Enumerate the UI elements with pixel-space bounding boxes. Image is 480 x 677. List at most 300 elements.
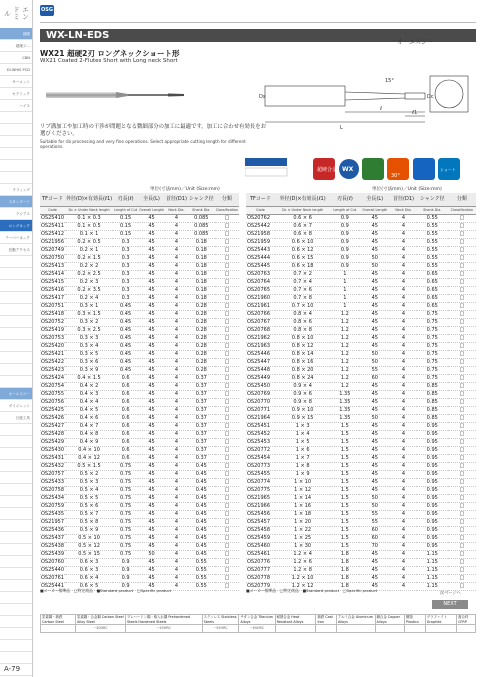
- table-cell: 0.7 × 4: [275, 278, 331, 286]
- table-cell: 4: [390, 526, 416, 534]
- table-cell: 4: [165, 278, 188, 286]
- table-row: [40, 310, 239, 318]
- table-row: [246, 294, 476, 302]
- table-cell: □: [215, 286, 239, 294]
- table-cell: 1.2: [330, 334, 359, 342]
- table-cell: 0.37: [188, 454, 215, 462]
- sidebar-item[interactable]: [0, 328, 32, 340]
- table-row: [246, 414, 476, 422]
- table-cell: 0.9: [330, 254, 359, 262]
- table-cell: 0.75: [417, 366, 448, 374]
- sidebar-item[interactable]: [0, 172, 32, 184]
- product-code: OS25442: [246, 222, 275, 230]
- table-cell: 45: [359, 470, 390, 478]
- sidebar-item[interactable]: CBN: [0, 52, 32, 64]
- table-cell: 1.5: [330, 486, 359, 494]
- table-cell: □: [448, 326, 476, 334]
- table-cell: 50: [359, 358, 390, 366]
- column-header: シャンク径: [188, 193, 215, 206]
- product-code: OS20750: [41, 254, 65, 261]
- table-cell: 1.2 × 6: [275, 558, 331, 566]
- table-row: [246, 558, 476, 566]
- sidebar-item[interactable]: 超硬ジ...: [0, 40, 32, 52]
- material-hardness: [375, 625, 404, 633]
- table-cell: □: [448, 422, 476, 430]
- product-code: OS25414: [41, 270, 65, 277]
- table-cell: 45: [138, 278, 165, 286]
- table-cell: □: [448, 318, 476, 326]
- table-cell: □: [215, 214, 239, 222]
- table-cell: 1.2 × 10: [275, 574, 331, 582]
- table-cell: 1 × 14: [275, 494, 331, 502]
- product-code: OS25431: [41, 454, 65, 461]
- sidebar-item[interactable]: [0, 532, 32, 544]
- table-cell: 45: [138, 518, 165, 526]
- unit-left: 単位(寸法mm)／Unit (Size:mm): [150, 187, 220, 192]
- table-row: [246, 270, 476, 278]
- table-cell: 0.5 × 10: [65, 534, 113, 542]
- table-cell: 1.8: [330, 550, 359, 558]
- table-cell: 0.3 × 1: [65, 302, 113, 310]
- badge-wx: WX: [342, 166, 354, 173]
- table-cell: □: [215, 566, 239, 574]
- table-cell: 0.7 × 6: [275, 286, 331, 294]
- table-row: [246, 542, 476, 550]
- table-cell: 0.6 × 15: [275, 254, 331, 262]
- table-cell: 1.2: [330, 382, 359, 390]
- table-cell: 0.9 × 4: [275, 382, 331, 390]
- table-cell: 0.5 × 6: [65, 502, 113, 510]
- table-cell: 45: [359, 462, 390, 470]
- table-cell: 0.9: [330, 246, 359, 254]
- table-cell: □: [448, 470, 476, 478]
- sidebar-item[interactable]: [0, 568, 32, 580]
- table-cell: 0.95: [417, 494, 448, 502]
- table-cell: 70: [359, 542, 390, 550]
- table-cell: 45: [359, 398, 390, 406]
- sidebar-item[interactable]: [0, 112, 32, 124]
- sidebar-item[interactable]: 超硬: [0, 28, 32, 40]
- tool-photo: [44, 74, 194, 114]
- table-cell: 0.5 × 2: [65, 470, 113, 478]
- table-cell: 1.5: [330, 510, 359, 518]
- table-row: [246, 478, 476, 486]
- product-code: OS20761: [41, 574, 65, 581]
- table-cell: 4: [390, 478, 416, 486]
- table-cell: 45: [138, 534, 165, 542]
- product-code: OS20779: [246, 582, 275, 590]
- table-cell: 0.4 × 4: [65, 398, 113, 406]
- sidebar-item[interactable]: セラミック: [0, 88, 32, 100]
- table-cell: 1.5: [330, 526, 359, 534]
- table-cell: 0.55: [417, 246, 448, 254]
- table-cell: 1.15: [417, 566, 448, 574]
- sidebar-item[interactable]: [0, 652, 32, 664]
- table-cell: 0.2 × 1.5: [65, 254, 113, 262]
- sidebar-item[interactable]: サーメット: [0, 76, 32, 88]
- table-cell: 4: [165, 302, 188, 310]
- table-cell: □: [215, 310, 239, 318]
- product-code: OS21960: [246, 294, 275, 302]
- table-cell: 4: [165, 542, 188, 550]
- table-cell: □: [215, 494, 239, 502]
- sidebar-item[interactable]: [0, 292, 32, 304]
- sidebar-item[interactable]: [0, 520, 32, 532]
- sidebar-item[interactable]: [0, 604, 32, 616]
- table-cell: 45: [359, 438, 390, 446]
- table-cell: 45: [138, 358, 165, 366]
- table-cell: 1 × 22: [275, 526, 331, 534]
- table-cell: 0.6 × 3: [65, 558, 113, 566]
- table-cell: □: [448, 278, 476, 286]
- product-code: OS20749: [41, 246, 65, 253]
- material-cell: 樹脂 Plastics: [405, 615, 426, 625]
- column-header: 首径(D1): [165, 193, 188, 206]
- table-cell: 0.55: [417, 214, 448, 222]
- table-cell: 4: [390, 470, 416, 478]
- table-cell: 0.3: [113, 286, 138, 294]
- table-row: [40, 486, 239, 494]
- table-cell: 1: [330, 286, 359, 294]
- product-code: OS20760: [41, 558, 65, 565]
- product-code: OS20772: [246, 446, 275, 454]
- next-page-button[interactable]: NEXT: [432, 600, 468, 609]
- table-cell: 0.75: [417, 334, 448, 342]
- product-code: OS20754: [41, 382, 65, 389]
- table-row: [246, 462, 476, 470]
- table-cell: 1 × 6: [275, 446, 331, 454]
- table-row: [40, 222, 239, 230]
- sidebar-item[interactable]: [0, 124, 32, 136]
- table-cell: 45: [138, 246, 165, 254]
- table-cell: 0.2 × 2.5: [65, 270, 113, 278]
- product-code: OS25417: [41, 294, 65, 301]
- table-row: [40, 422, 239, 430]
- table-cell: 4: [165, 526, 188, 534]
- table-cell: □: [215, 342, 239, 350]
- table-cell: 0.75: [113, 510, 138, 518]
- product-code: OS25439: [41, 550, 65, 557]
- table-cell: 1.5: [330, 454, 359, 462]
- table-cell: 4: [165, 406, 188, 414]
- table-cell: 0.4 × 5: [65, 406, 113, 414]
- sidebar-item[interactable]: [0, 424, 32, 436]
- table-row: [246, 326, 476, 334]
- table-row: [40, 358, 239, 366]
- product-code: OS20755: [41, 390, 65, 397]
- table-cell: 4: [165, 262, 188, 270]
- table-cell: 0.9: [113, 582, 138, 590]
- table-cell: 4: [390, 358, 416, 366]
- table-row: [40, 534, 239, 542]
- product-code: OS25428: [41, 430, 65, 437]
- sidebar-item[interactable]: 日進工具: [0, 412, 32, 424]
- table-cell: □: [448, 382, 476, 390]
- material-cell: ステンレス Stainless Steels: [202, 615, 239, 625]
- sidebar-item[interactable]: [0, 352, 32, 364]
- table-cell: 0.95: [417, 454, 448, 462]
- product-code: OS25447: [246, 358, 275, 366]
- product-code: OS20752: [41, 318, 65, 325]
- table-cell: 0.3 × 1.5: [65, 310, 113, 318]
- table-cell: □: [448, 374, 476, 382]
- product-code: OS20764: [246, 278, 275, 286]
- sidebar-item[interactable]: [0, 160, 32, 172]
- table-row: [40, 262, 239, 270]
- sidebar-item[interactable]: [0, 556, 32, 568]
- diagram-ds: Ds: [259, 94, 266, 100]
- table-cell: □: [448, 238, 476, 246]
- table-cell: 0.4 × 9: [65, 438, 113, 446]
- table-cell: □: [215, 430, 239, 438]
- diagram-l: ℓ: [380, 106, 383, 112]
- sidebar-item[interactable]: [0, 436, 32, 448]
- sidebar-item[interactable]: [0, 268, 32, 280]
- product-code: OS25435: [41, 510, 65, 517]
- table-cell: 0.3: [113, 294, 138, 302]
- table-cell: 0.75: [113, 502, 138, 510]
- table-cell: 1.35: [330, 390, 359, 398]
- product-code: OS25443: [246, 246, 275, 254]
- table-row: [40, 390, 239, 398]
- table-cell: 0.6 × 5: [65, 582, 113, 590]
- table-cell: 0.55: [417, 254, 448, 262]
- product-code: OS25416: [41, 286, 65, 293]
- table-cell: 4: [390, 494, 416, 502]
- product-code: OS25461: [246, 550, 275, 558]
- sidebar-item[interactable]: [0, 544, 32, 556]
- table-cell: 0.55: [417, 222, 448, 230]
- sidebar-item[interactable]: テーパーネック: [0, 232, 32, 244]
- sidebar-brand-jp: エンドミル: [3, 6, 30, 20]
- table-cell: 0.95: [417, 478, 448, 486]
- table-cell: 0.95: [417, 446, 448, 454]
- table-cell: 0.085: [188, 230, 215, 238]
- table-cell: 4: [390, 318, 416, 326]
- sidebar-item[interactable]: ラジアス: [0, 208, 32, 220]
- table-cell: 0.085: [188, 214, 215, 222]
- sidebar-item[interactable]: [0, 628, 32, 640]
- table-cell: 0.9 × 8: [275, 398, 331, 406]
- table-cell: 0.95: [417, 534, 448, 542]
- table-cell: □: [215, 262, 239, 270]
- table-cell: 1.5: [330, 446, 359, 454]
- table-cell: □: [215, 350, 239, 358]
- sidebar-item[interactable]: [0, 484, 32, 496]
- table-cell: 1.15: [417, 558, 448, 566]
- table-cell: 0.6: [113, 406, 138, 414]
- table-cell: 45: [359, 406, 390, 414]
- sidebar-item[interactable]: ダイジェット: [0, 400, 32, 412]
- table-cell: 4: [165, 350, 188, 358]
- material-hardness: [41, 625, 76, 633]
- table-cell: 0.4 × 8: [65, 430, 113, 438]
- product-code: OS25420: [41, 342, 65, 349]
- table-cell: □: [215, 358, 239, 366]
- table-cell: □: [215, 462, 239, 470]
- table-cell: 0.28: [188, 366, 215, 374]
- table-cell: 45: [359, 222, 390, 230]
- table-cell: □: [448, 454, 476, 462]
- table-cell: 45: [138, 566, 165, 574]
- product-code: OS25438: [41, 542, 65, 549]
- table-cell: 0.3: [113, 270, 138, 278]
- sidebar-item[interactable]: DI.WHIS PCD: [0, 64, 32, 76]
- material-hardness: [425, 625, 456, 633]
- product-code: OS21962: [246, 334, 275, 342]
- column-header: シャンク径: [417, 193, 448, 206]
- table-cell: 0.1 × 1: [65, 230, 113, 238]
- table-cell: 1.8: [330, 566, 359, 574]
- table-cell: 0.75: [417, 318, 448, 326]
- sidebar-item[interactable]: ラフィング: [0, 184, 32, 196]
- sidebar-item[interactable]: [0, 448, 32, 460]
- table-cell: 45: [359, 270, 390, 278]
- product-name-en: WX21 Coated 2-Flutes Short with Long neck Short: [40, 58, 178, 64]
- table-cell: 45: [359, 550, 390, 558]
- column-subheader: Shank Dia.: [188, 206, 215, 214]
- table-cell: 0.85: [417, 390, 448, 398]
- table-cell: 4: [390, 558, 416, 566]
- product-code: OS25418: [41, 310, 65, 317]
- product-code: OS25441: [41, 582, 65, 589]
- table-cell: □: [448, 542, 476, 550]
- table-cell: 45: [359, 486, 390, 494]
- table-cell: 1.5: [330, 534, 359, 542]
- table-cell: 0.18: [188, 238, 215, 246]
- table-cell: 0.5 × 5: [65, 494, 113, 502]
- table-cell: 0.18: [188, 262, 215, 270]
- table-cell: 4: [165, 382, 188, 390]
- index-sidebar: [0, 0, 33, 677]
- table-cell: □: [215, 230, 239, 238]
- product-code: OS20769: [246, 390, 275, 398]
- sidebar-item[interactable]: [0, 472, 32, 484]
- column-subheader: Neck Dia.: [390, 206, 416, 214]
- sidebar-item[interactable]: [0, 256, 32, 268]
- sidebar-item[interactable]: [0, 376, 32, 388]
- table-cell: 4: [165, 270, 188, 278]
- table-cell: 45: [138, 486, 165, 494]
- table-cell: 0.5 × 1.5: [65, 462, 113, 470]
- sidebar-item[interactable]: 長腕アクセス: [0, 244, 32, 256]
- sidebar-item[interactable]: [0, 364, 32, 376]
- table-cell: □: [215, 390, 239, 398]
- column-header: 全長(L): [138, 193, 165, 206]
- table-cell: 0.85: [417, 398, 448, 406]
- sidebar-item[interactable]: [0, 580, 32, 592]
- sidebar-item[interactable]: オーエスジー: [0, 388, 32, 400]
- sidebar-item[interactable]: [0, 304, 32, 316]
- sidebar-item[interactable]: [0, 136, 32, 148]
- sidebar-item[interactable]: スタンダード: [0, 196, 32, 208]
- table-cell: 0.75: [417, 350, 448, 358]
- table-cell: 0.6: [113, 382, 138, 390]
- table-row: [40, 270, 239, 278]
- table-cell: 0.6 × 3: [65, 566, 113, 574]
- table-cell: □: [448, 566, 476, 574]
- table-cell: 45: [138, 542, 165, 550]
- sidebar-item[interactable]: [0, 640, 32, 652]
- sidebar-item[interactable]: ロングネック: [0, 220, 32, 232]
- table-cell: 0.9 × 10: [275, 406, 331, 414]
- table-cell: 1.2: [330, 350, 359, 358]
- table-cell: 1 × 20: [275, 518, 331, 526]
- table-cell: 1 × 18: [275, 510, 331, 518]
- table-cell: 0.5 × 7: [65, 510, 113, 518]
- table-cell: 0.65: [417, 278, 448, 286]
- product-code: OS25449: [246, 374, 275, 382]
- table-row: [246, 438, 476, 446]
- table-cell: 0.18: [188, 254, 215, 262]
- product-code: OS25457: [246, 518, 275, 526]
- sidebar-item[interactable]: ハイス: [0, 100, 32, 112]
- table-cell: 1 × 7: [275, 454, 331, 462]
- table-cell: 0.9: [330, 230, 359, 238]
- material-hardness: [457, 625, 476, 633]
- table-row: [40, 374, 239, 382]
- table-cell: 1.2: [330, 342, 359, 350]
- table-cell: □: [215, 382, 239, 390]
- table-cell: 0.6 × 7: [275, 222, 331, 230]
- table-row: [246, 566, 476, 574]
- sidebar-item[interactable]: [0, 280, 32, 292]
- sidebar-item[interactable]: [0, 496, 32, 508]
- table-row: [246, 574, 476, 582]
- table-cell: 4: [165, 510, 188, 518]
- sidebar-item[interactable]: [0, 460, 32, 472]
- table-cell: 0.9: [113, 566, 138, 574]
- table-cell: 0.37: [188, 422, 215, 430]
- table-row: [246, 262, 476, 270]
- work-material-table: [40, 614, 476, 633]
- material-cell: 鋳鉄 Cast Iron: [316, 615, 336, 625]
- table-cell: □: [448, 246, 476, 254]
- product-code: OS25422: [41, 358, 65, 365]
- column-header: 分類: [215, 193, 239, 206]
- table-cell: 4: [165, 214, 188, 222]
- table-cell: 0.75: [113, 550, 138, 558]
- table-cell: □: [215, 574, 239, 582]
- product-code: OS20771: [246, 406, 275, 414]
- product-code: OS20762: [246, 214, 275, 222]
- sidebar-item[interactable]: [0, 592, 32, 604]
- sidebar-item[interactable]: [0, 508, 32, 520]
- sidebar-item[interactable]: [0, 616, 32, 628]
- product-code: OS20766: [246, 310, 275, 318]
- material-hardness: [336, 625, 375, 633]
- table-cell: 45: [138, 414, 165, 422]
- table-cell: 0.95: [417, 438, 448, 446]
- table-cell: 1.2: [330, 326, 359, 334]
- legend-left: ■メーカー標準品 □特定商品 ■Standard product □Specific product: [40, 588, 172, 593]
- table-cell: 45: [138, 382, 165, 390]
- sidebar-item[interactable]: [0, 316, 32, 328]
- table-row: [246, 286, 476, 294]
- table-cell: □: [215, 486, 239, 494]
- sidebar-item[interactable]: [0, 340, 32, 352]
- table-row: [246, 238, 476, 246]
- table-row: [40, 558, 239, 566]
- table-cell: 4: [390, 462, 416, 470]
- dimension-diagram: [255, 68, 475, 130]
- table-row: [246, 358, 476, 366]
- sidebar-item[interactable]: [0, 148, 32, 160]
- table-cell: □: [448, 558, 476, 566]
- table-row: [40, 518, 239, 526]
- diagram-angle: 15°: [385, 78, 394, 84]
- table-row: [246, 302, 476, 310]
